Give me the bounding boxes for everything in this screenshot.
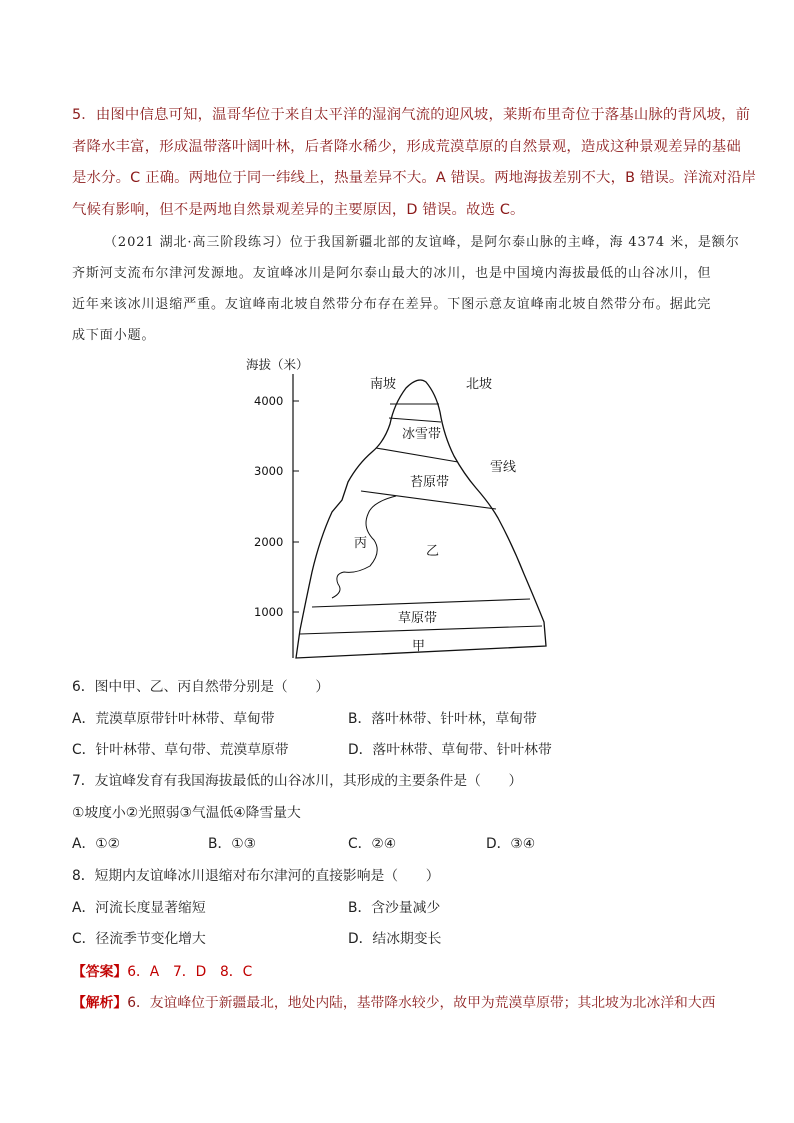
zone-label-grassland: 草原带: [398, 611, 438, 626]
intro-line-2: 齐斯河支流布尔津河发源地。友谊峰冰川是阿尔泰山最大的冰川，也是中国境内海拔最低的山谷冰川，但: [72, 266, 712, 281]
y-tick-label-1000: 1000: [254, 605, 284, 619]
answer-text: 6．A 7．D 8．C: [127, 964, 253, 980]
y-tick-label-2000: 2000: [254, 535, 284, 549]
q7-option-c[interactable]: C．②④: [348, 836, 397, 852]
zone-label-jia: 甲: [412, 639, 426, 654]
q6-option-c[interactable]: C．针叶林带、草句带、荒漠草原带: [72, 742, 289, 758]
q5-explanation-line-3: 是水分。C 正确。两地位于同一纬线上，热量差异不大。A 错误。两地海拔差别不大，B 错误。洋流对沿岸: [72, 170, 757, 186]
q8-option-c[interactable]: C．径流季节变化增大: [72, 931, 206, 947]
q8-option-b[interactable]: B．含沙量减少: [348, 900, 441, 916]
mountain-zone-diagram: [240, 352, 560, 664]
q8-stem: 8．短期内友谊峰冰川退缩对布尔津河的直接影响是（ ）: [72, 868, 440, 884]
q7-option-b[interactable]: B．①③: [208, 836, 256, 852]
south-slope-label: 南坡: [370, 377, 397, 392]
q7-stem: 7．友谊峰发育有我国海拔最低的山谷冰川，其形成的主要条件是（ ）: [72, 773, 523, 789]
q7-conditions: ①坡度小②光照弱③气温低④降雪量大: [72, 805, 301, 821]
answer-tag: 【答案】: [72, 964, 128, 980]
intro-line-3: 近年来该冰川退缩严重。友谊峰南北坡自然带分布存在差异。下图示意友谊峰南北坡自然带分布。据此完: [72, 297, 712, 312]
y-axis-label: 海拔（米）: [246, 357, 309, 372]
analysis-tag: 【解析】: [72, 995, 128, 1011]
q5-explanation-line-1: 5．由图中信息可知，温哥华位于来自太平洋的湿润气流的迎风坡，莱斯布里奇位于落基山脉的背风坡，前: [72, 107, 751, 123]
q6-stem: 6．图中甲、乙、丙自然带分别是（ ）: [72, 679, 330, 695]
q7-option-d[interactable]: D．③④: [486, 836, 536, 852]
analysis-line: [72, 991, 715, 1011]
q8-option-a[interactable]: A．河流长度显著缩短: [72, 900, 206, 916]
y-tick-label-4000: 4000: [254, 394, 284, 408]
y-tick-label-3000: 3000: [254, 464, 284, 478]
snowline-label: 雪线: [490, 460, 517, 475]
q7-option-a[interactable]: A．①②: [72, 836, 120, 852]
q8-option-d[interactable]: D．结冰期变长: [348, 931, 442, 947]
q6-option-d[interactable]: D．落叶林带、草甸带、针叶林带: [348, 742, 552, 758]
q6-option-b[interactable]: B．落叶林带、针叶林，草甸带: [348, 711, 537, 727]
q6-option-a[interactable]: A．荒漠草原带针叶林带、草甸带: [72, 711, 275, 727]
q5-explanation-line-2: 者降水丰富，形成温带落叶阔叶林，后者降水稀少，形成荒漠草原的自然景观，造成这种景观差异的基础: [72, 139, 741, 155]
intro-line-1: （2021 湖北·高三阶段练习）位于我国新疆北部的友谊峰，是阿尔泰山脉的主峰，海 4374 米，是额尔: [104, 235, 740, 250]
intro-line-4: 成下面小题。: [72, 328, 156, 343]
analysis-text: 6．友谊峰位于新疆最北，地处内陆，基带降水较少，故甲为荒漠草原带；其北坡为北冰洋和大西: [127, 995, 716, 1011]
zone-label-bing: 丙: [354, 536, 368, 551]
answer-line: [72, 960, 252, 980]
zone-label-moss: 苔原带: [410, 475, 450, 490]
zone-label-ice-snow: 冰雪带: [402, 427, 442, 442]
north-slope-label: 北坡: [466, 377, 493, 392]
q5-explanation-line-4: 气候有影响，但不是两地自然景观差异的主要原因，D 错误。故选 C。: [72, 202, 525, 218]
zone-label-yi: 乙: [426, 544, 440, 559]
